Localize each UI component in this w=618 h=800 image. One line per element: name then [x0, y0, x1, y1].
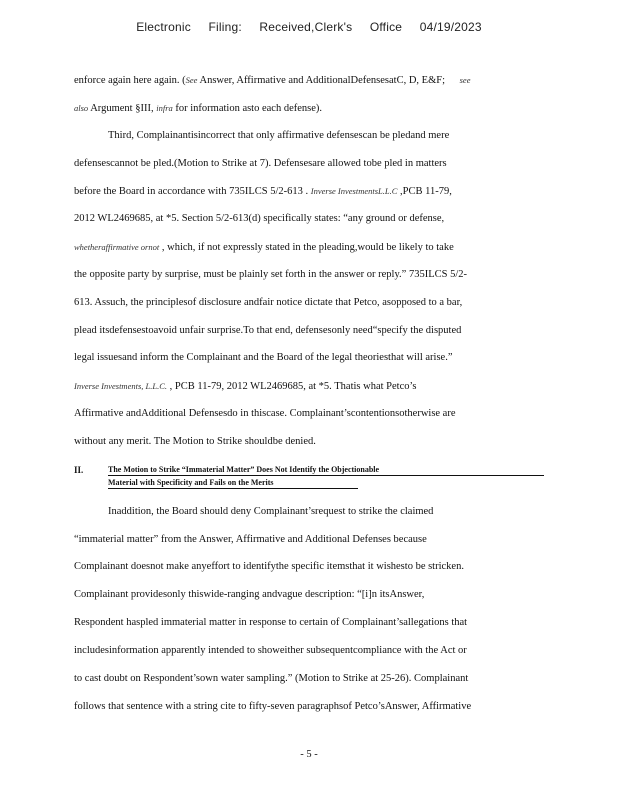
body-line: Complainant doesnot make anyeffort to identifythe specific itemsthat it wishesto be stricken. — [74, 561, 464, 572]
stamp-received: Received,Clerk's — [259, 20, 353, 34]
section-title-line2: Material with Specificity and Fails on the Merits — [108, 478, 274, 487]
body-line: 2012 WL2469685, at *5. Section 5/2-613(d) specifically states: “any ground or defense, — [74, 213, 445, 224]
body-line: Inverse Investments, L.L.C. , PCB 11-79, 2012 WL2469685, at *5. Thatis what Petco’s — [74, 381, 417, 392]
stamp-office: Office — [369, 20, 403, 34]
section-number: II. — [74, 465, 84, 475]
body-line: Third, Complainantisincorrect that only affirmative defensescan be pledand mere — [108, 130, 450, 141]
heading-underline — [108, 488, 358, 489]
stamp-filing: Filing: — [208, 20, 242, 34]
body-line: 613. Assuch, the principlesof disclosure andfair notice dictate that Petco, asopposed to a bar, — [74, 297, 463, 308]
body-line: legal issuesand inform the Complainant and the Board of the legal theoriesthat will arise.” — [74, 352, 453, 363]
body-line: Affirmative andAdditional Defensesdo in thiscase. Complainant’scontentionsotherwise are — [74, 408, 456, 419]
body-line: includesinformation apparently intended to showeither subsequentcompliance with the Act or — [74, 645, 467, 656]
body-line: the opposite party by surprise, must be plainly set forth in the answer or reply.” 735ILCS 5/2- — [74, 269, 467, 280]
body-line: also Argument §III, infra for information asto each defense). — [74, 103, 323, 114]
section-title-line1: The Motion to Strike “Immaterial Matter” Does Not Identify the Objectionable — [108, 465, 380, 474]
body-line: defensescannot be pled.(Motion to Strike at 7). Defensesare allowed tobe pled in matters — [74, 158, 447, 169]
body-line: “immaterial matter” from the Answer, Affirmative and Additional Defenses because — [74, 534, 427, 545]
body-line: plead itsdefensestoavoid unfair surprise.To that end, defensesonly need“specify the disputed — [74, 325, 462, 336]
body-line: before the Board in accordance with 735ILCS 5/2-613 . Inverse InvestmentsL.L.C ,PCB 11-79, — [74, 186, 452, 197]
heading-underline — [108, 475, 544, 476]
body-line: without any merit. The Motion to Strike shouldbe denied. — [74, 436, 316, 447]
body-line: to cast doubt on Respondent’sown water sampling.” (Motion to Strike at 25-26). Complainant — [74, 673, 469, 684]
page-number: - 5 - — [300, 749, 318, 760]
body-line: Inaddition, the Board should deny Complainant’srequest to strike the claimed — [108, 506, 434, 517]
body-line: Respondent haspled immaterial matter in response to certain of Complainant’sallegations that — [74, 617, 468, 628]
filing-stamp — [0, 20, 618, 34]
body-line: Complainant providesonly thiswide-ranging andvague description: “[i]n itsAnswer, — [74, 589, 425, 600]
body-line: whetheraffirmative ornot , which, if not expressly stated in the pleading,would be likely to take — [74, 242, 454, 253]
stamp-electronic: Electronic — [136, 20, 191, 34]
stamp-date: 04/19/2023 — [419, 20, 482, 34]
body-line: follows that sentence with a string cite to fifty-seven paragraphsof Petco’sAnswer, Affirmative — [74, 701, 472, 712]
body-line: enforce again here again. (See Answer, Affirmative and AdditionalDefensesatC, D, E&F; see — [74, 75, 471, 86]
